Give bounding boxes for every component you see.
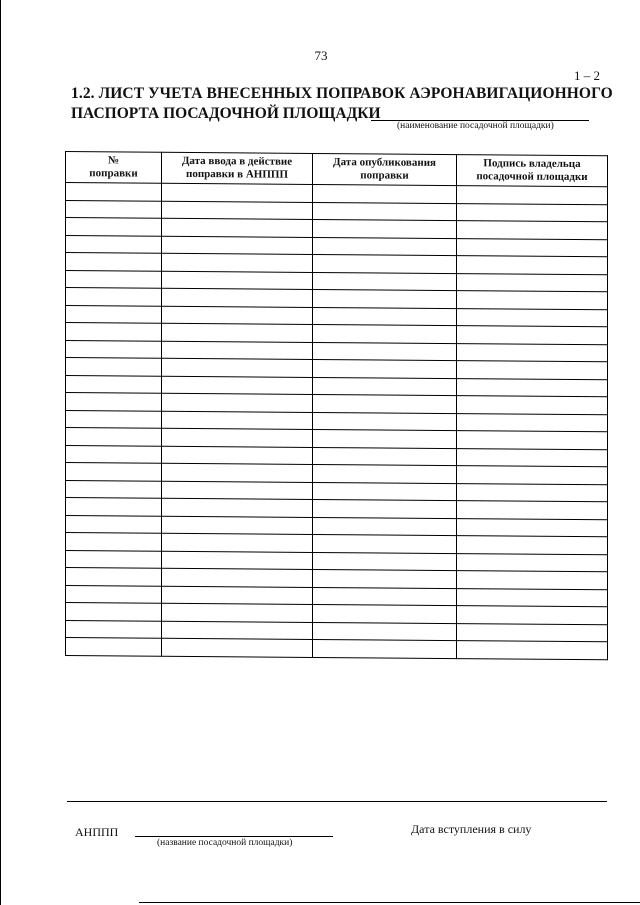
table-cell [457, 641, 608, 660]
table-cell [313, 202, 457, 221]
table-cell [66, 288, 162, 306]
document-title-line1: 1.2. ЛИСТ УЧЕТА ВНЕСЕННЫХ ПОПРАВОК АЭРОНАВИГАЦИОННОГО [71, 85, 613, 102]
table-cell [313, 342, 457, 361]
table-cell [162, 358, 313, 377]
table-cell [457, 396, 608, 415]
table-cell [457, 343, 608, 362]
table-cell [162, 516, 313, 535]
table-cell [66, 428, 162, 446]
table-cell [457, 501, 608, 520]
table-cell [457, 553, 608, 572]
table-cell [313, 534, 457, 553]
table-cell [66, 638, 162, 656]
table-cell [313, 429, 457, 448]
table-cell [162, 533, 313, 552]
table-cell [66, 480, 162, 498]
table-cell [457, 326, 608, 345]
table-cell [313, 604, 457, 623]
table-cell [313, 569, 457, 588]
table-cell [66, 410, 162, 428]
table-cell [313, 482, 457, 501]
table-cell [66, 183, 162, 201]
table-cell [457, 413, 608, 432]
table-cell [66, 375, 162, 393]
table-cell [162, 428, 313, 447]
table-cell [313, 254, 457, 273]
table-cell [162, 271, 313, 290]
table-cell [66, 533, 162, 551]
table-cell [66, 550, 162, 568]
table-cell [313, 464, 457, 483]
page-number: 73 [314, 48, 328, 63]
table-cell [457, 238, 608, 257]
table-cell [457, 291, 608, 310]
table-cell [66, 305, 162, 323]
amendments-table-wrapper [65, 151, 607, 648]
section-mark: 1 – 2 [574, 68, 600, 83]
table-cell [457, 536, 608, 555]
table-cell [313, 412, 457, 431]
table-cell [162, 288, 313, 307]
page-bottom-edge [139, 902, 640, 903]
table-body [66, 183, 608, 660]
anpp-caption: (название посадочной площадки) [157, 838, 293, 848]
table-cell [313, 394, 457, 413]
table-cell [66, 498, 162, 516]
table-cell [66, 463, 162, 481]
table-cell [313, 272, 457, 291]
table-cell [66, 585, 162, 603]
amendments-table [65, 151, 608, 660]
table-cell [313, 307, 457, 326]
table-cell [162, 621, 313, 640]
table-cell [66, 358, 162, 376]
footer-divider [67, 801, 607, 802]
table-cell [457, 186, 608, 205]
table-cell [162, 463, 313, 482]
table-cell [313, 499, 457, 518]
table-cell [457, 466, 608, 485]
table-cell [162, 253, 313, 272]
header-amendment-number: № поправки [66, 152, 162, 184]
table-cell [313, 587, 457, 606]
table-cell [457, 518, 608, 537]
table-cell [457, 256, 608, 275]
table-cell [162, 568, 313, 587]
document-title-line2: ПАСПОРТА ПОСАДОЧНОЙ ПЛОЩАДКИ [71, 105, 381, 122]
table-row [66, 638, 608, 660]
table-cell [313, 377, 457, 396]
anpp-fill-in-line [135, 836, 333, 837]
table-cell [313, 237, 457, 256]
title-caption: (наименование посадочной площадки) [397, 121, 554, 131]
table-cell [162, 603, 313, 622]
table-cell [66, 568, 162, 586]
table-cell [313, 517, 457, 536]
table-cell [66, 323, 162, 341]
table-cell [66, 253, 162, 271]
table-cell [162, 341, 313, 360]
table-cell [457, 483, 608, 502]
table-cell [66, 515, 162, 533]
table-cell [457, 378, 608, 397]
table-cell [66, 235, 162, 253]
table-cell [313, 184, 457, 203]
table-cell [66, 200, 162, 218]
table-cell [457, 273, 608, 292]
table-cell [457, 606, 608, 625]
table-cell [313, 639, 457, 658]
anpp-label: АНППП [75, 825, 119, 839]
table-cell [457, 308, 608, 327]
table-cell [162, 218, 313, 237]
table-cell [66, 218, 162, 236]
table-cell [66, 445, 162, 463]
table-cell [162, 393, 313, 412]
header-effective-date: Дата ввода в действие поправки в АНППП [162, 152, 313, 184]
table-cell [162, 638, 313, 657]
table-cell [162, 551, 313, 570]
table-cell [457, 588, 608, 607]
table-cell [162, 236, 313, 255]
table-cell [162, 481, 313, 500]
table-cell [162, 586, 313, 605]
table-cell [162, 446, 313, 465]
table-cell [313, 622, 457, 641]
table-cell [66, 620, 162, 638]
table-cell [313, 359, 457, 378]
table-header-row [66, 152, 608, 187]
table-cell [313, 324, 457, 343]
table-cell [162, 411, 313, 430]
table-cell [66, 340, 162, 358]
table-cell [66, 393, 162, 411]
table-cell [457, 203, 608, 222]
table-cell [457, 448, 608, 467]
table-cell [457, 221, 608, 240]
effective-date-label: Дата вступления в силу [411, 822, 532, 836]
table-cell [162, 376, 313, 395]
header-publication-date: Дата опубликования поправки [313, 153, 457, 185]
table-cell [457, 361, 608, 380]
table-cell [66, 270, 162, 288]
header-owner-signature: Подпись владельца посадочной площадки [457, 155, 608, 187]
table-cell [457, 431, 608, 450]
table-cell [162, 201, 313, 220]
table-cell [66, 603, 162, 621]
table-cell [313, 289, 457, 308]
table-cell [162, 498, 313, 517]
table-cell [313, 219, 457, 238]
table-cell [162, 306, 313, 325]
table-cell [313, 552, 457, 571]
table-cell [457, 571, 608, 590]
table-cell [162, 183, 313, 202]
table-cell [162, 323, 313, 342]
table-cell [313, 447, 457, 466]
table-cell [457, 623, 608, 642]
